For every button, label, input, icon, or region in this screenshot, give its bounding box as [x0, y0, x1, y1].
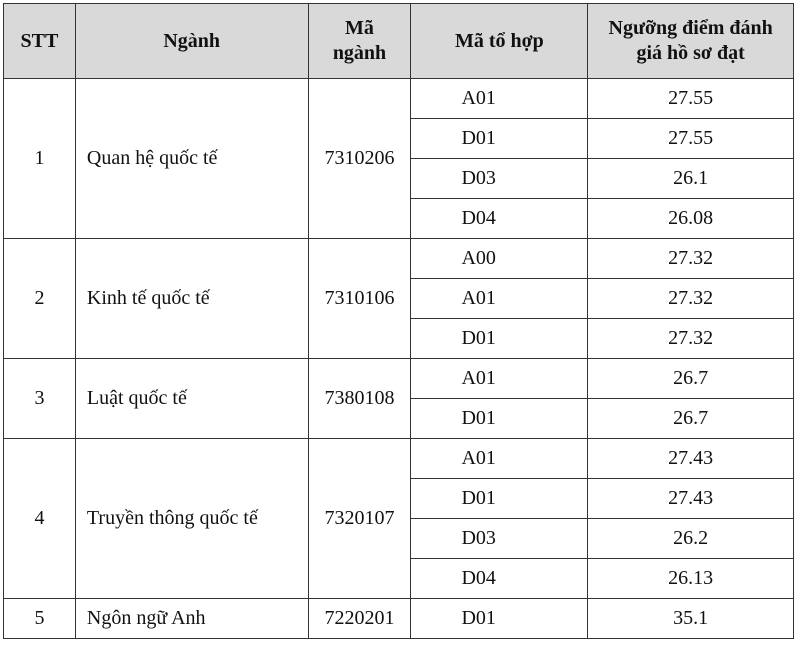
stt-cell: 4: [4, 439, 76, 599]
score-cell: 26.08: [588, 199, 794, 239]
combo-code-cell: D04: [411, 199, 588, 239]
table-row: [4, 79, 794, 119]
table-row: [4, 599, 794, 639]
score-cell: 26.13: [588, 559, 794, 599]
score-cell: 26.1: [588, 159, 794, 199]
score-cell: 27.43: [588, 479, 794, 519]
score-cell: 26.7: [588, 399, 794, 439]
stt-cell: 1: [4, 79, 76, 239]
header-nguong-diem: Ngưỡng điểm đánh giá hồ sơ đạt: [588, 4, 794, 79]
combo-code-cell: D01: [411, 399, 588, 439]
combo-code-cell: D04: [411, 559, 588, 599]
major-name-cell: Truyền thông quốc tế: [75, 439, 308, 599]
header-ma-to-hop: Mã tổ hợp: [411, 4, 588, 79]
score-cell: 27.32: [588, 239, 794, 279]
major-code-cell: 7220201: [308, 599, 411, 639]
combo-code-cell: A00: [411, 239, 588, 279]
major-name-cell: Kinh tế quốc tế: [75, 239, 308, 359]
stt-cell: 5: [4, 599, 76, 639]
score-cell: 27.32: [588, 319, 794, 359]
combo-code-cell: D01: [411, 319, 588, 359]
header-ma-nganh: Mã ngành: [308, 4, 411, 79]
combo-code-cell: A01: [411, 279, 588, 319]
score-cell: 26.7: [588, 359, 794, 399]
combo-code-cell: A01: [411, 439, 588, 479]
table-row: [4, 239, 794, 279]
stt-cell: 3: [4, 359, 76, 439]
major-name-cell: Luật quốc tế: [75, 359, 308, 439]
major-name-cell: Ngôn ngữ Anh: [75, 599, 308, 639]
stt-cell: 2: [4, 239, 76, 359]
combo-code-cell: D01: [411, 119, 588, 159]
combo-code-cell: A01: [411, 79, 588, 119]
combo-code-cell: D01: [411, 479, 588, 519]
major-name-cell: Quan hệ quốc tế: [75, 79, 308, 239]
major-code-cell: 7320107: [308, 439, 411, 599]
combo-code-cell: D03: [411, 519, 588, 559]
major-code-cell: 7380108: [308, 359, 411, 439]
header-row: [4, 4, 794, 79]
score-cell: 27.43: [588, 439, 794, 479]
major-code-cell: 7310206: [308, 79, 411, 239]
combo-code-cell: D01: [411, 599, 588, 639]
admission-threshold-table: [3, 3, 794, 639]
score-cell: 27.55: [588, 119, 794, 159]
score-cell: 27.32: [588, 279, 794, 319]
table-row: [4, 439, 794, 479]
header-stt: STT: [4, 4, 76, 79]
major-code-cell: 7310106: [308, 239, 411, 359]
score-cell: 26.2: [588, 519, 794, 559]
header-nganh: Ngành: [75, 4, 308, 79]
score-cell: 27.55: [588, 79, 794, 119]
table-row: [4, 359, 794, 399]
score-cell: 35.1: [588, 599, 794, 639]
combo-code-cell: D03: [411, 159, 588, 199]
combo-code-cell: A01: [411, 359, 588, 399]
